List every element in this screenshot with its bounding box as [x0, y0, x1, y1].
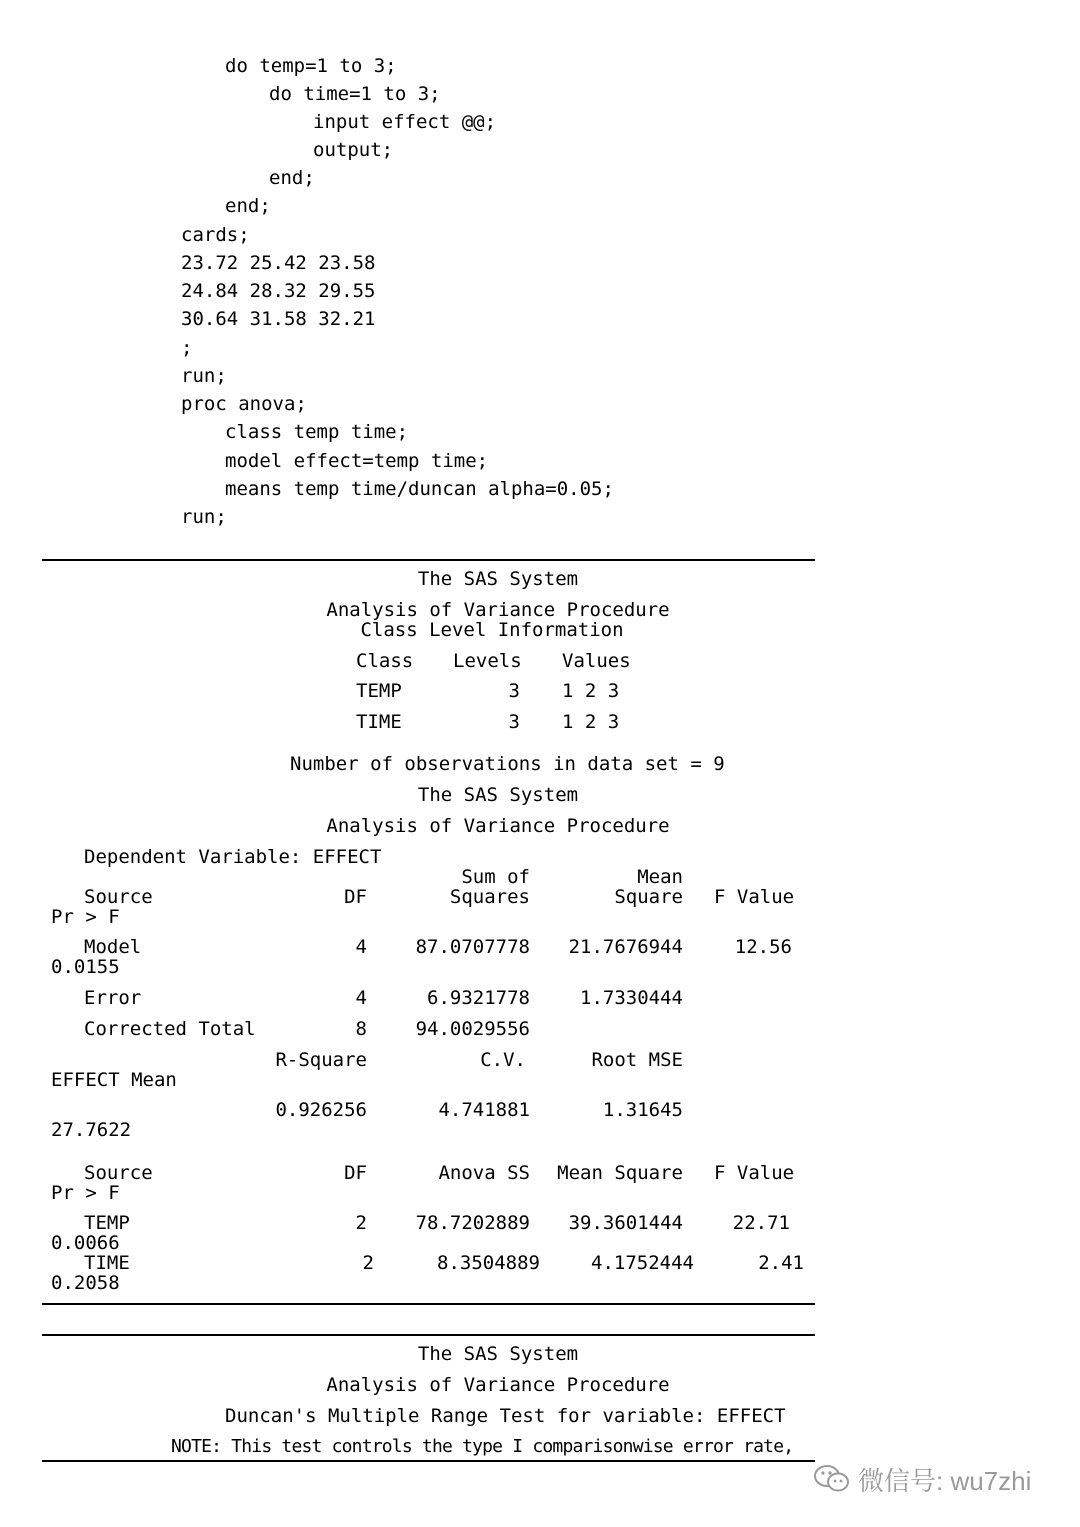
code-line-end-inner: end;: [269, 167, 315, 189]
wechat-icon: [812, 1463, 852, 1495]
row-temp-f: 22.71: [732, 1212, 790, 1234]
row-total-source: Corrected Total: [84, 1018, 256, 1040]
code-line-cards: cards;: [181, 224, 250, 246]
sas-system-title: The SAS System: [417, 784, 579, 806]
code-line-do-time: do time=1 to 3;: [269, 83, 441, 105]
header-f-value-2: F Value: [714, 1162, 795, 1184]
value-root-mse: 1.31645: [602, 1099, 683, 1121]
header-cv: C.V.: [480, 1049, 526, 1071]
row-total-ss: 94.0029556: [415, 1018, 530, 1040]
row-temp-ms: 39.3601444: [568, 1212, 683, 1234]
header-levels: Levels: [453, 650, 522, 672]
code-line-end-outer: end;: [225, 195, 271, 217]
divider-top: [42, 559, 815, 561]
code-line-input: input effect @@;: [313, 111, 497, 133]
row-model-ms: 21.7676944: [568, 936, 683, 958]
header-df: DF: [344, 886, 367, 908]
divider-middle-2: [42, 1334, 815, 1336]
code-line-data-1: 23.72 25.42 23.58: [181, 252, 376, 274]
row-temp-p: 0.0066: [51, 1232, 120, 1254]
row-model-ss: 87.0707778: [415, 936, 530, 958]
header-ms-bottom: Square: [614, 886, 683, 908]
observations-line: Number of observations in data set = 9: [290, 753, 725, 775]
row-time-source: TIME: [84, 1252, 130, 1274]
value-cv: 4.741881: [438, 1099, 530, 1121]
class-level-title: Class Level Information: [360, 619, 624, 641]
dependent-variable: Dependent Variable: EFFECT: [84, 846, 382, 868]
header-root-mse: Root MSE: [591, 1049, 683, 1071]
row-time-df: 2: [362, 1252, 374, 1274]
watermark: [812, 1462, 1031, 1496]
header-source: Source: [84, 886, 153, 908]
class-time: TIME: [356, 711, 402, 733]
row-error-ms: 1.7330444: [580, 987, 683, 1009]
row-model-p: 0.0155: [51, 956, 120, 978]
row-model-f: 12.56: [734, 936, 792, 958]
row-temp-df: 2: [355, 1212, 367, 1234]
class-temp: TEMP: [356, 680, 402, 702]
code-line-run-2: run;: [181, 506, 227, 528]
header-pr-f: Pr > F: [51, 906, 120, 928]
header-pr-f-2: Pr > F: [51, 1182, 120, 1204]
row-time-ms: 4.1752444: [591, 1252, 694, 1274]
header-anova-ss: Anova SS: [438, 1162, 530, 1184]
header-ss-top: Sum of: [461, 866, 530, 888]
row-temp-ss: 78.7202889: [415, 1212, 530, 1234]
header-source-2: Source: [84, 1162, 153, 1184]
row-error-df: 4: [355, 987, 367, 1009]
row-time-f: 2.41: [758, 1252, 804, 1274]
procedure-title: Analysis of Variance Procedure: [326, 815, 670, 837]
header-class: Class: [356, 650, 414, 672]
header-f-value: F Value: [714, 886, 795, 908]
code-line-output: output;: [313, 139, 394, 161]
header-effect-mean: EFFECT Mean: [51, 1069, 177, 1091]
procedure-title: Analysis of Variance Procedure: [326, 599, 670, 621]
value-r-square: 0.926256: [275, 1099, 367, 1121]
header-ms-top: Mean: [637, 866, 683, 888]
code-line-do-temp: do temp=1 to 3;: [225, 55, 397, 77]
values-time: 1 2 3: [562, 711, 620, 733]
header-r-square: R-Square: [275, 1049, 367, 1071]
row-total-df: 8: [355, 1018, 367, 1040]
header-mean-square: Mean Square: [557, 1162, 683, 1184]
row-temp-source: TEMP: [84, 1212, 130, 1234]
code-line-data-3: 30.64 31.58 32.21: [181, 308, 376, 330]
value-effect-mean: 27.7622: [51, 1119, 132, 1141]
row-error-source: Error: [84, 987, 142, 1009]
levels-time: 3: [508, 711, 520, 733]
code-line-semicolon: ;: [181, 337, 193, 359]
code-line-data-2: 24.84 28.32 29.55: [181, 280, 376, 302]
divider-middle-1: [42, 1303, 815, 1305]
note-line: NOTE: This test controls the type I comparisonwise error rate,: [171, 1436, 794, 1457]
header-df-2: DF: [344, 1162, 367, 1184]
sas-system-title: The SAS System: [417, 1343, 579, 1365]
sas-system-title: The SAS System: [417, 568, 579, 590]
code-line-run-1: run;: [181, 365, 227, 387]
row-model-source: Model: [84, 936, 142, 958]
watermark-text: 微信号: wu7zhi: [858, 1465, 1032, 1496]
row-time-p: 0.2058: [51, 1272, 120, 1294]
code-line-model: model effect=temp time;: [225, 450, 489, 472]
values-temp: 1 2 3: [562, 680, 620, 702]
code-line-proc-anova: proc anova;: [181, 393, 307, 415]
row-model-df: 4: [355, 936, 367, 958]
code-line-means: means temp time/duncan alpha=0.05;: [225, 478, 614, 500]
procedure-title: Analysis of Variance Procedure: [326, 1374, 670, 1396]
row-time-ss: 8.3504889: [437, 1252, 540, 1274]
code-line-class: class temp time;: [225, 421, 409, 443]
divider-bottom: [42, 1460, 815, 1462]
header-ss-bottom: Squares: [449, 886, 530, 908]
header-values: Values: [562, 650, 631, 672]
row-error-ss: 6.9321778: [427, 987, 530, 1009]
duncan-title: Duncan's Multiple Range Test for variable: EFFECT: [225, 1405, 786, 1427]
levels-temp: 3: [508, 680, 520, 702]
